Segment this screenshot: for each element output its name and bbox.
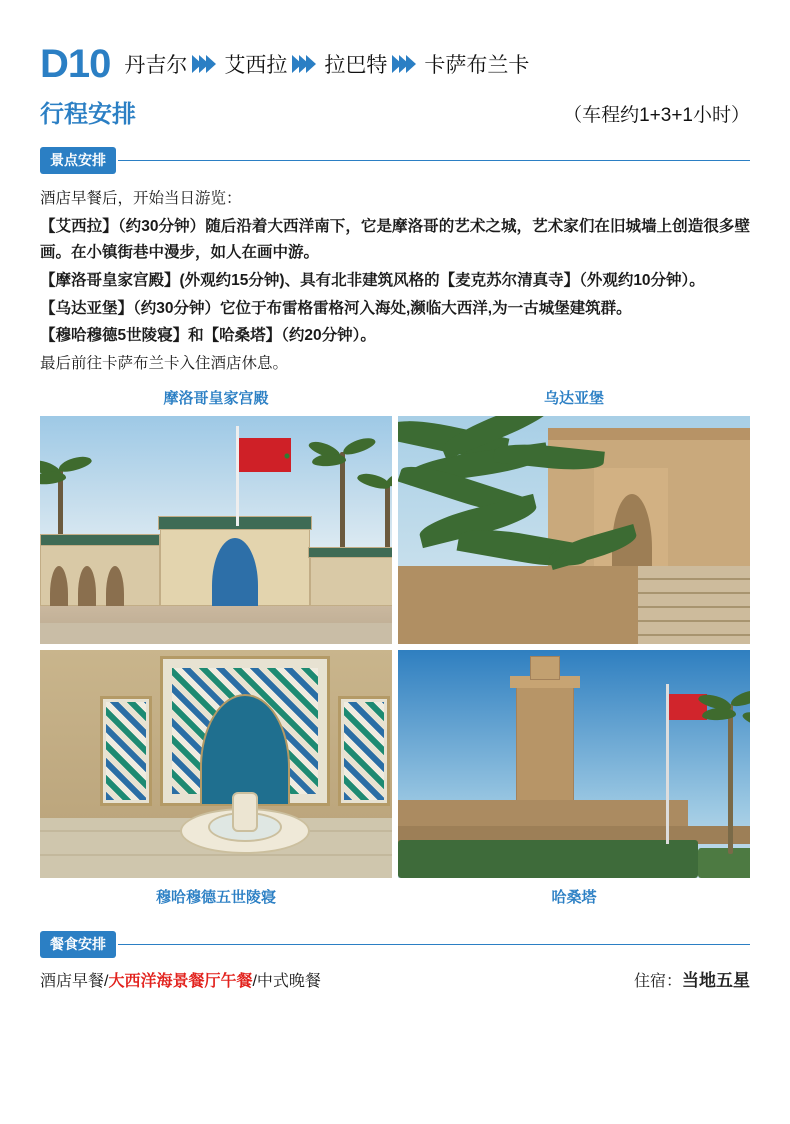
attraction-paragraph: 最后前往卡萨布兰卡入住酒店休息。 bbox=[40, 354, 289, 372]
lunch-highlight-text: 大西洋海景餐厅午餐 bbox=[108, 972, 253, 990]
attraction-paragraph: 【艾西拉】（约30分钟）随后沿着大西洋南下，它是摩洛哥的艺术之城，艺术家们在旧城墙上创造很多壁画。在小镇街巷中漫步，如人在画中游。 bbox=[40, 217, 750, 262]
photo-caption-mausoleum: 穆哈穆德五世陵寝 bbox=[155, 888, 276, 906]
route-city-3: 拉巴特 bbox=[324, 54, 388, 77]
photo-caption-kasbah: 乌达亚堡 bbox=[543, 389, 604, 407]
attraction-paragraph: 【乌达亚堡】（约30分钟）它位于布雷格雷格河入海处,濒临大西洋,为一古城堡建筑群。 bbox=[40, 299, 632, 317]
header-row bbox=[40, 44, 750, 84]
arrow-icon-3 bbox=[395, 55, 416, 73]
photo-caption-palace: 摩洛哥皇家宫殿 bbox=[163, 389, 269, 407]
attractions-body bbox=[40, 186, 750, 378]
accommodation bbox=[634, 966, 750, 991]
meals-section-header bbox=[40, 931, 750, 958]
subheader-row bbox=[40, 94, 750, 129]
photo-caption-row-top bbox=[40, 379, 750, 414]
photo-royal-palace bbox=[40, 416, 392, 644]
attractions-label: 景点安排 bbox=[40, 147, 116, 174]
route-city-1: 丹吉尔 bbox=[124, 54, 188, 77]
day-code: D10 bbox=[40, 42, 111, 86]
route-breadcrumb bbox=[124, 49, 529, 79]
photo-grid bbox=[40, 416, 750, 878]
photo-caption-row-bottom bbox=[40, 878, 750, 913]
divider-line bbox=[118, 160, 750, 161]
accommodation-label: 住宿： bbox=[633, 972, 682, 990]
arrow-icon-2 bbox=[295, 55, 316, 73]
photo-hassan-tower bbox=[398, 650, 750, 878]
meals-text bbox=[40, 968, 321, 991]
photo-caption-hassan-tower: 哈桑塔 bbox=[551, 888, 597, 906]
route-city-2: 艾西拉 bbox=[224, 54, 288, 77]
attraction-paragraph: 【摩洛哥皇家宫殿】(外观约15分钟)、具有北非建筑风格的【麦克苏尔清真寺】（外观约10分钟）。 bbox=[40, 271, 705, 289]
breakfast-text: 酒店早餐/ bbox=[40, 972, 109, 990]
page-title: 行程安排 bbox=[40, 101, 136, 128]
photo-oudaias-kasbah bbox=[398, 416, 750, 644]
route-city-4: 卡萨布兰卡 bbox=[424, 54, 530, 77]
attraction-paragraph: 酒店早餐后，开始当日游览： bbox=[40, 190, 242, 207]
attractions-section-header bbox=[40, 147, 750, 174]
attraction-paragraph: 【穆哈穆德5世陵寝】和【哈桑塔】（约20分钟）。 bbox=[40, 327, 376, 345]
dinner-text: /中式晚餐 bbox=[252, 972, 321, 990]
arrow-icon-1 bbox=[195, 55, 216, 73]
meals-section bbox=[40, 931, 750, 991]
drive-duration-note: （车程约1+3+1小时） bbox=[563, 105, 750, 126]
photo-mausoleum bbox=[40, 650, 392, 878]
meals-label: 餐食安排 bbox=[40, 931, 116, 958]
divider-line bbox=[118, 944, 750, 945]
accommodation-value: 当地五星 bbox=[682, 970, 750, 990]
meals-row bbox=[40, 966, 750, 991]
